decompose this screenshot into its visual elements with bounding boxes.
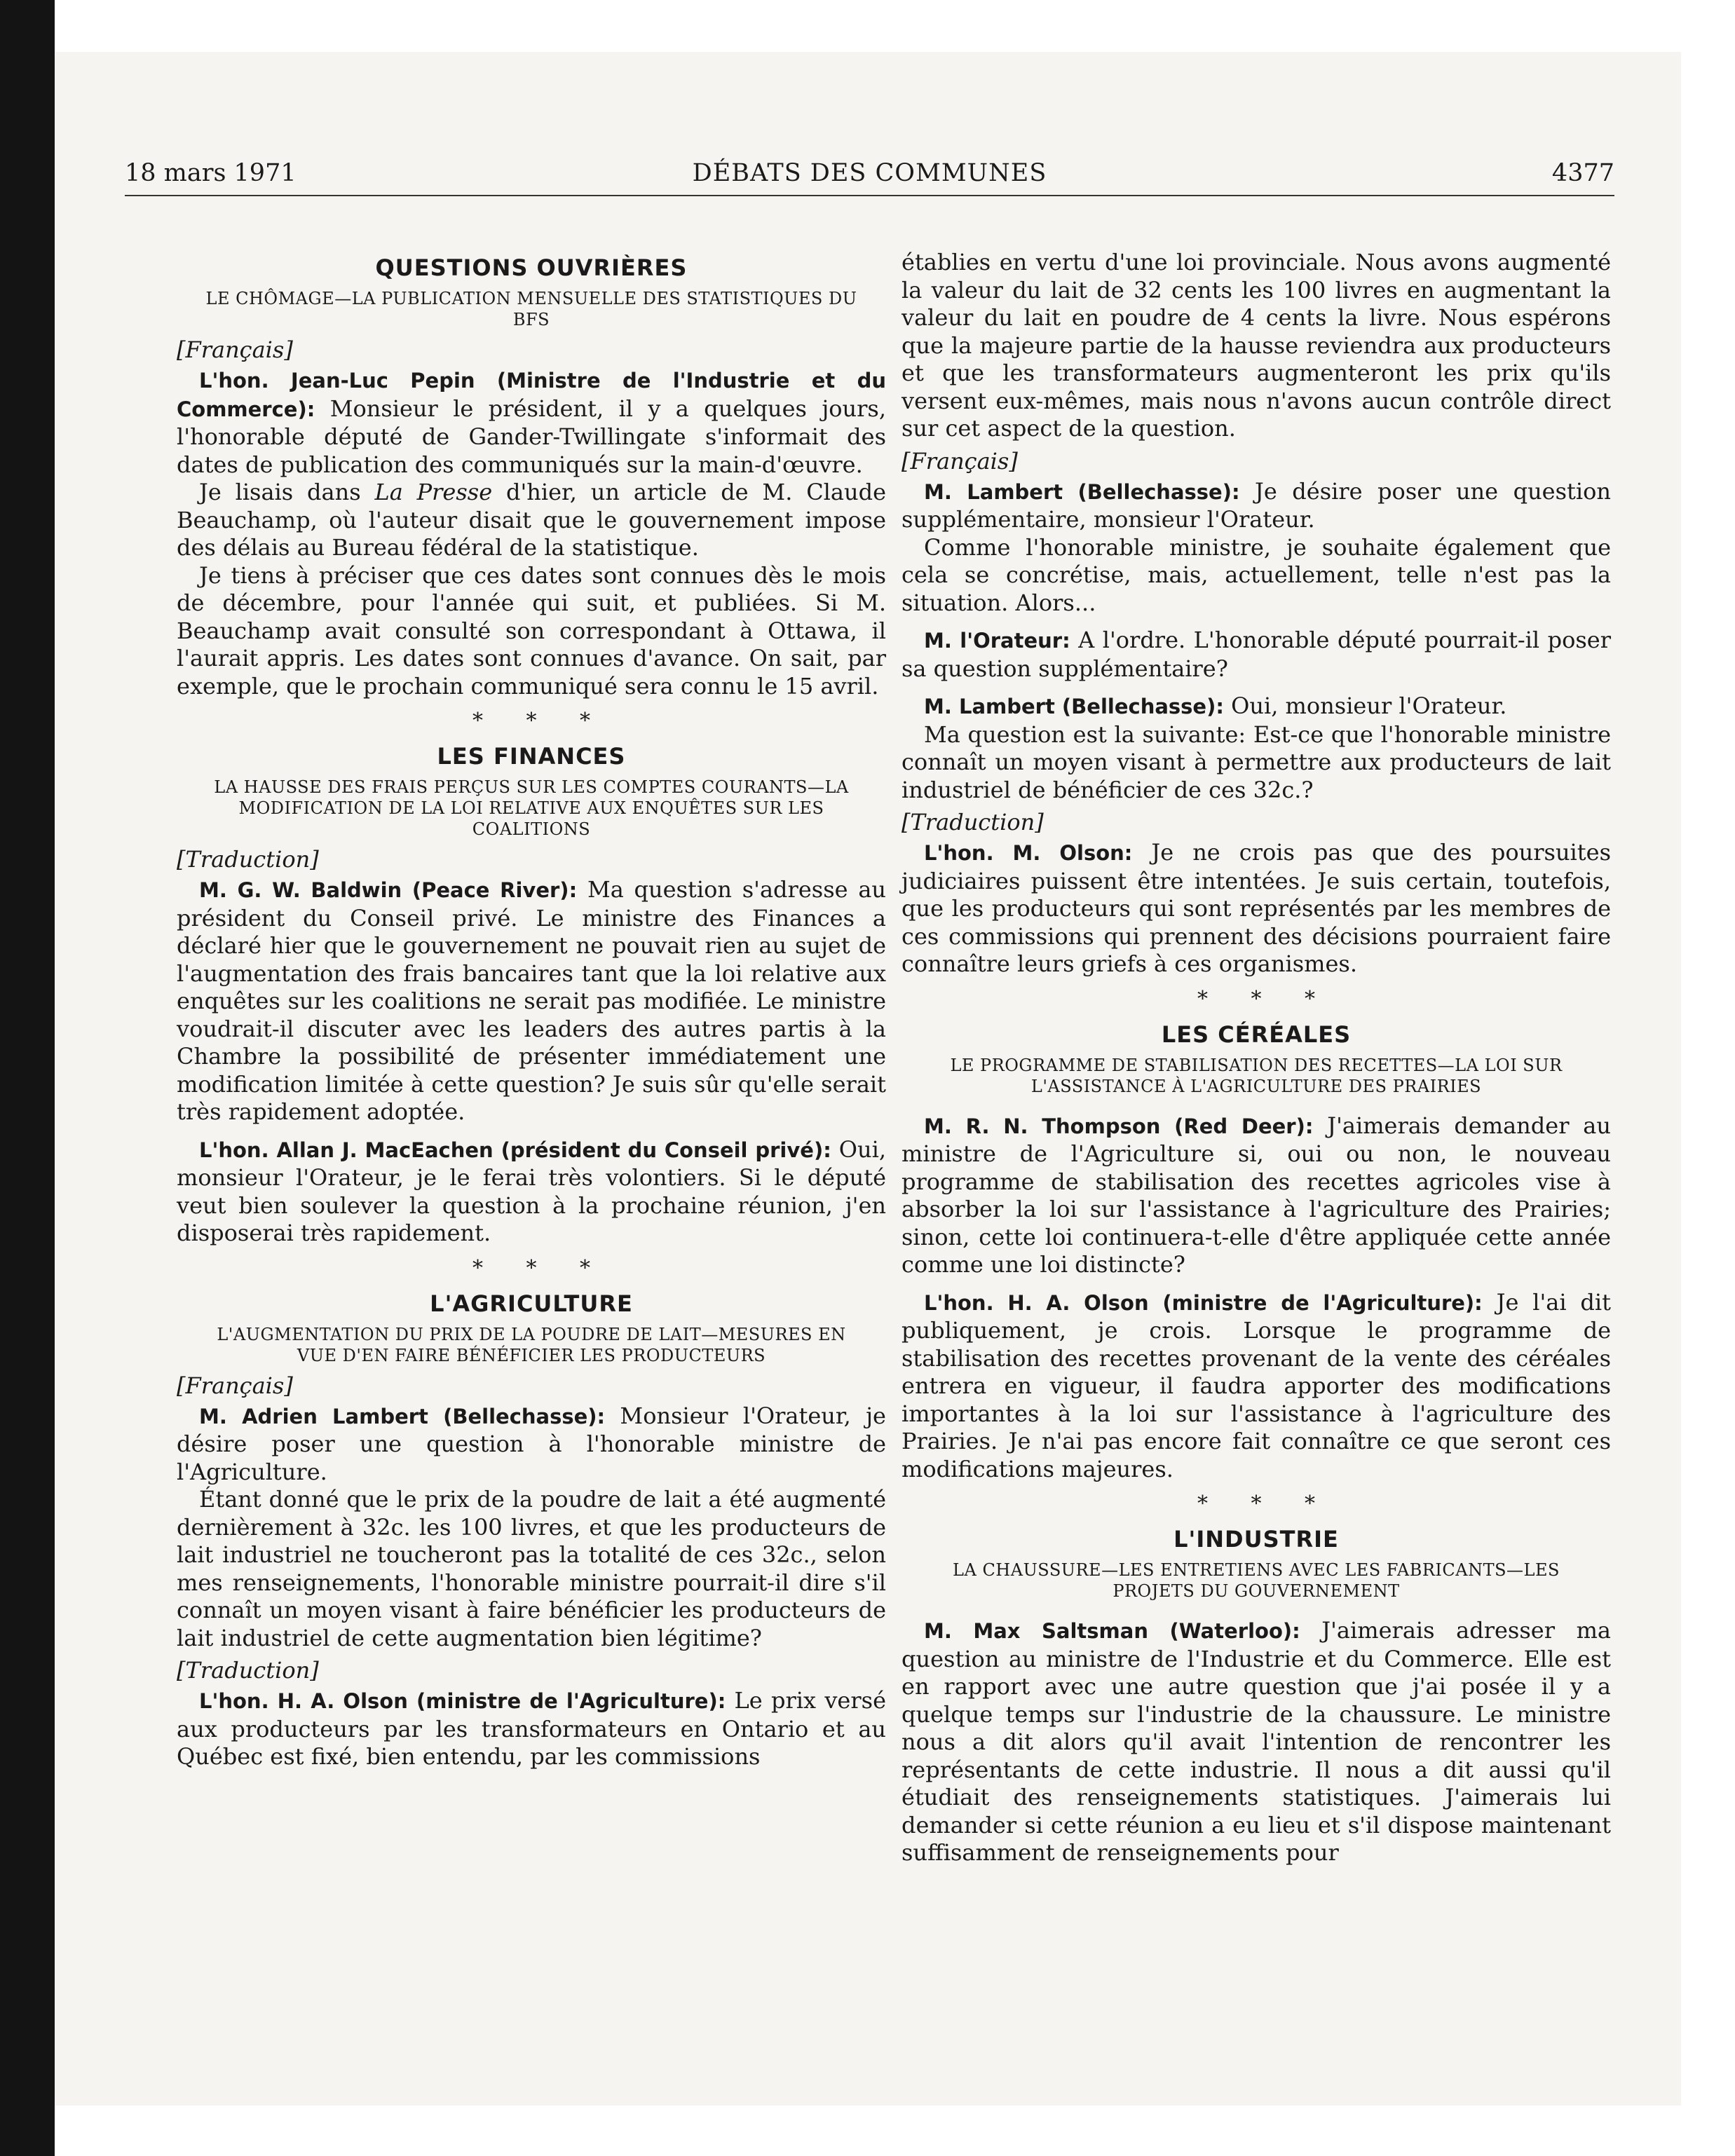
paragraph: établies en vertu d'une loi provinciale. Nous avons augmenté la valeur du lait de 32 cents les 100 livres en augmentant la valeur du lait en poudre de 4 cents la livre. Nous espérons que la majeure partie de la hausse reviendra aux producteurs et que les transformateurs augmenteront les prix qu'ils versent eux-mêmes, mais nous n'avons aucun contrôle direct sur cet aspect de la question. [901, 249, 1611, 442]
paragraph: Comme l'honorable ministre, je souhaite également que cela se concrétise, mais, actuellement, telle n'est pas la situation. Alors... [901, 533, 1611, 616]
speech-text: Je désire poser une question supplémentaire, monsieur l'Orateur. [901, 477, 1612, 533]
paragraph [901, 1617, 1611, 1867]
speech-text: d'hier, un article de M. Claude Beauchamp, où l'auteur disait que le gouvernement impose des délais au Bureau fédéral de la statistique. [177, 479, 887, 561]
section-title: LES CÉRÉALES [1161, 1021, 1352, 1048]
speaker-name: L'hon. H. A. Olson (ministre de l'Agriculture): [199, 1689, 726, 1713]
paragraph [177, 876, 886, 1126]
section-subtitle: LE PROGRAMME DE STABILISATION DES RECETTES—LA LOI SUR L'ASSISTANCE À L'AGRICULTURE DES PRAIRIES [950, 1055, 1563, 1096]
speaker-name: L'hon. Allan J. MacEachen (président du Conseil privé): [199, 1138, 831, 1162]
paragraph [177, 1687, 886, 1771]
page-header [125, 156, 1614, 196]
section-separator: * * * [1197, 1492, 1334, 1516]
speech-text: Monsieur le président, il y a quelques jours, l'honorable député de Gander-Twillingate s'informait des dates de publication des communiqués sur la main-d'œuvre. [177, 395, 886, 478]
section-separator: * * * [472, 709, 609, 733]
speech-text: A l'ordre. L'honorable député pourrait-il poser sa question supplémentaire? [901, 627, 1612, 682]
language-marker: [Français] [177, 1372, 293, 1399]
speaker-name: L'hon. Jean-Luc Pepin (Ministre de l'Industrie et du Commerce): [177, 369, 886, 421]
scan-edge [0, 0, 55, 2156]
speech-text: Monsieur l'Orateur, je désire poser une question à l'honorable ministre de l'Agriculture. [177, 1402, 886, 1485]
section-title: L'AGRICULTURE [430, 1290, 633, 1317]
language-marker: [Français] [177, 336, 293, 363]
section-separator: * * * [472, 1255, 609, 1281]
speech-text: Je l'ai dit publiquement, je crois. Lorsque le programme de stabilisation des recettes provenant de la vente des céréales entrera en vigueur, il faudra apporter des modifications importantes à la loi sur l'assistance à l'agriculture des Prairies. Je n'ai pas encore fait connaître ce que seront ces modifications majeures. [901, 1288, 1612, 1482]
right-column [901, 249, 1611, 1867]
paragraph [901, 627, 1611, 683]
speaker-name: M. G. W. Baldwin (Peace River): [199, 878, 578, 902]
language-marker: [Traduction] [177, 1657, 319, 1684]
speaker-name: M. Adrien Lambert (Bellechasse): [199, 1404, 606, 1428]
speaker-name: M. Lambert (Bellechasse): [924, 695, 1224, 718]
paragraph [901, 1112, 1611, 1279]
section-subtitle: L'AUGMENTATION DU PRIX DE LA POUDRE DE LAIT—MESURES EN VUE D'EN FAIRE BÉNÉFICIER LES PRODUCTEURS [217, 1324, 846, 1365]
speech-text: Je lisais dans [199, 479, 375, 505]
paragraph [901, 692, 1611, 721]
speech-text: Le prix versé aux producteurs par les transformateurs en Ontario et au Québec est fixé, bien entendu, par les commissions [177, 1687, 887, 1770]
paragraph [901, 478, 1611, 534]
speaker-name: M. l'Orateur: [924, 629, 1070, 653]
paragraph: Ma question est la suivante: Est-ce que l'honorable ministre connaît un moyen visant à permettre aux producteurs de lait industriel de bénéficier de ces 32c.? [901, 721, 1611, 803]
speech-text: J'aimerais adresser ma question au ministre de l'Industrie et du Commerce. Elle est en rapport avec une autre question que j'ai posée il y a quelque temps sur l'industrie de la chaussure. Le ministre nous a dit alors qu'il avait l'intention de rencontrer les représentants de cette industrie. Il nous a dit aussi qu'il étudiait des renseignements statistiques. J'aimerais lui demander si cette réunion a eu lieu et s'il dispose maintenant suffisamment de renseignements pour [901, 1617, 1611, 1866]
speaker-name: M. Max Saltsman (Waterloo): [924, 1619, 1300, 1643]
speech-text: J'aimerais demander au ministre de l'Agriculture si, oui ou non, le nouveau programme de stabilisation des recettes agricoles vise à absorber la loi sur l'assistance à l'agriculture des Prairies; sinon, cette loi continuera-t-elle d'être appliquée cette année comme une loi distincte? [901, 1112, 1611, 1278]
paragraph [177, 1136, 886, 1248]
speaker-name: L'hon. M. Olson: [924, 841, 1133, 865]
section-separator: * * * [1197, 986, 1334, 1011]
section-subtitle: LA HAUSSE DES FRAIS PERÇUS SUR LES COMPTES COURANTS—LA MODIFICATION DE LA LOI RELATIVE AUX ENQUÊTES SUR LES COALITIONS [214, 777, 849, 839]
paragraph [177, 367, 886, 479]
left-column [177, 249, 886, 1771]
speaker-name: L'hon. H. A. Olson (ministre de l'Agriculture): [924, 1290, 1483, 1315]
header-date: 18 mars 1971 [125, 159, 297, 187]
speech-text: Oui, monsieur l'Orateur, je le ferai très volontiers. Si le député veut bien soulever la question à la prochaine réunion, j'en disposerai très rapidement. [177, 1135, 886, 1246]
paragraph [177, 1403, 886, 1487]
speaker-name: M. R. N. Thompson (Red Deer): [924, 1114, 1314, 1138]
section-title: QUESTIONS OUVRIÈRES [375, 254, 688, 281]
paragraph [901, 839, 1611, 978]
language-marker: [Français] [901, 447, 1018, 475]
speaker-name: M. Lambert (Bellechasse): [924, 479, 1240, 504]
header-title: DÉBATS DES COMMUNES [692, 159, 1047, 187]
paragraph: Je tiens à préciser que ces dates sont connues dès le mois de décembre, pour l'année qui suit, et publiées. Si M. Beauchamp avait consulté son correspondant à Ottawa, il l'aurait appris. Les dates sont connues d'avance. On sait, par exemple, que le prochain communiqué sera connu le 15 avril. [177, 561, 886, 700]
header-page-number: 4377 [1551, 159, 1614, 187]
section-subtitle: LA CHAUSSURE—LES ENTRETIENS AVEC LES FABRICANTS—LES PROJETS DU GOUVERNEMENT [953, 1560, 1560, 1601]
section-subtitle: LE CHÔMAGE—LA PUBLICATION MENSUELLE DES STATISTIQUES DU BFS [205, 289, 857, 329]
paragraph [901, 1289, 1611, 1484]
speech-text: Je ne crois pas que des poursuites judiciaires puissent être intentées. Je suis certain, toutefois, que les producteurs qui sont représentés par les membres de ces commissions qui prennent des décisions pourraient faire connaître leurs griefs à ces organismes. [901, 839, 1612, 977]
speech-text: Oui, monsieur l'Orateur. [1223, 692, 1507, 719]
paragraph: Étant donné que le prix de la poudre de lait a été augmenté dernièrement à 32c. les 100 livres, et que les producteurs de lait industriel ne toucheront pas la totalité de ces 32c., selon mes renseignements, l'honorable ministre pourrait-il dire s'il connaît un moyen visant à faire bénéficier les producteurs de lait industriel de cette augmentation bien légitime? [177, 1486, 886, 1651]
speech-text: Ma question s'adresse au président du Conseil privé. Le ministre des Finances a déclaré hier que le gouvernement ne pouvait rien au sujet de l'augmentation des frais bancaires tant que la loi relative aux enquêtes sur les coalitions ne serait pas modifiée. Le ministre voudrait-il discuter avec les leaders des autres partis à la Chambre la possibilité de présenter immédiatement une modification limitée à cette question? Je suis sûr qu'elle serait très rapidement adoptée. [177, 876, 887, 1125]
section-title: L'INDUSTRIE [1173, 1526, 1339, 1553]
paragraph [177, 479, 886, 562]
language-marker: [Traduction] [177, 846, 319, 873]
newspaper-title: La Presse [374, 479, 493, 505]
language-marker: [Traduction] [901, 809, 1044, 835]
section-title: LES FINANCES [437, 743, 626, 770]
